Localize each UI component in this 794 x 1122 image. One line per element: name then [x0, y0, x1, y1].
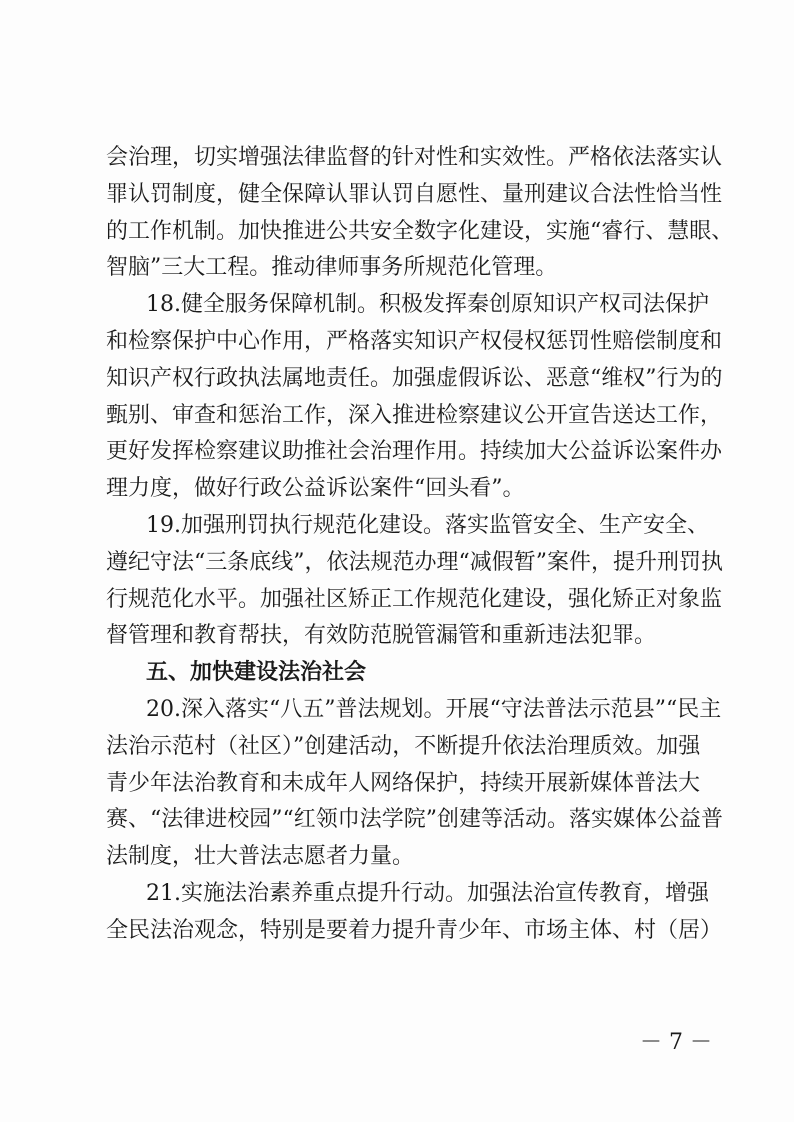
text-line: 会治理，切实增强法律监督的针对性和实效性。严格依法落实认: [106, 145, 723, 170]
page-number: － 7 －: [640, 1030, 712, 1055]
text-line: 罪认罚制度，健全保障认罪认罚自愿性、量刑建议合法性恰当性: [106, 181, 723, 207]
text-line: 21.实施法治素养重点提升行动。加强法治宣传教育，增强: [146, 880, 709, 906]
text-line: 行规范化水平。加强社区矫正工作规范化建设，强化矫正对象监: [106, 586, 723, 612]
text-line: 法治示范村（社区）”创建活动，不断提升依法治理质效。加强: [106, 733, 701, 759]
text-line: 全民法治观念，特别是要着力提升青少年、市场主体、村（居）: [106, 917, 723, 943]
text-line: 19.加强刑罚执行规范化建设。落实监管安全、生产安全、: [146, 512, 709, 538]
text-line: 赛、“法律进校园”“红领巾法学院”创建等活动。落实媒体公益普: [106, 807, 723, 833]
text-line: 和检察保护中心作用，严格落实知识产权侵权惩罚性赔偿制度和: [106, 328, 723, 354]
text-line: 遵纪守法“三条底线”，依法规范办理“减假暂”案件，提升刑罚执: [106, 549, 723, 575]
text-line: 督管理和教育帮扶，有效防范脱管漏管和重新违法犯罪。: [106, 623, 657, 649]
text-line: 理力度，做好行政公益诉讼案件“回头看”。: [106, 476, 525, 502]
text-line: 18.健全服务保障机制。积极发挥秦创原知识产权司法保护: [146, 292, 709, 318]
text-line: 的工作机制。加快推进公共安全数字化建设，实施“睿行、慧眼、: [106, 218, 734, 244]
text-line: 甄别、审查和惩治工作，深入推进检察建议公开宣告送达工作，: [106, 402, 723, 428]
text-line: 法制度，壮大普法志愿者力量。: [106, 844, 415, 870]
text-line: 20.深入落实“八五”普法规划。开展“守法普法示范县”“民主: [146, 696, 722, 722]
section-heading: 五、加快建设法治社会: [146, 660, 367, 686]
text-line: 知识产权行政执法属地责任。加强虚假诉讼、恶意“维权”行为的: [106, 365, 723, 391]
body-text: [106, 140, 734, 950]
text-line: 更好发挥检察建议助推社会治理作用。持续加大公益诉讼案件办: [106, 439, 723, 465]
text-line: 智脑”三大工程。推动律师事务所规范化管理。: [106, 255, 558, 281]
text-line: 青少年法治教育和未成年人网络保护，持续开展新媒体普法大: [106, 770, 701, 796]
